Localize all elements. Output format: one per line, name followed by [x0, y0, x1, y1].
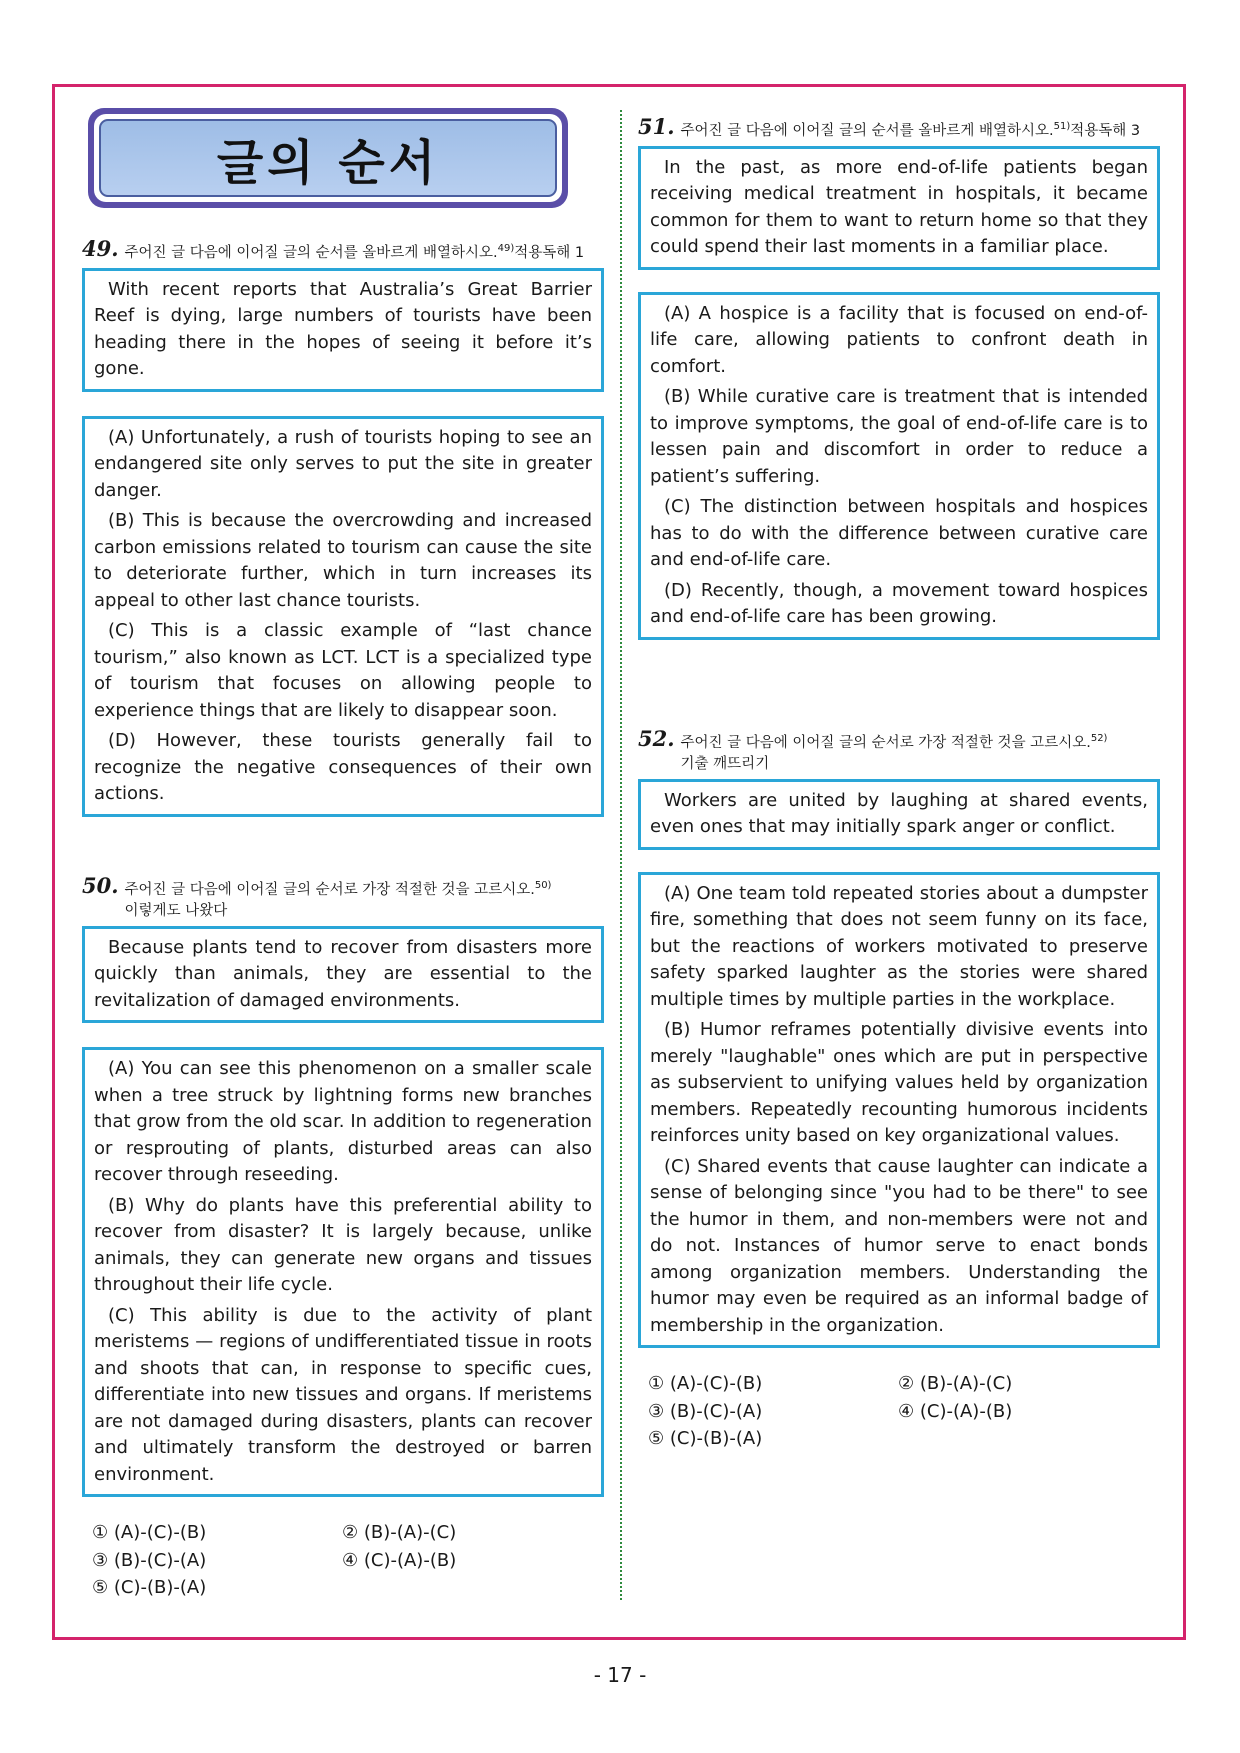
choice-1[interactable]: ① (A)-(C)-(B): [648, 1373, 763, 1395]
choice-5[interactable]: ⑤ (C)-(B)-(A): [92, 1577, 207, 1599]
question-51-parts-box: [638, 292, 1160, 640]
intro-text: Because plants tend to recover from disasters more quickly than animals, they are essential to the revitalization of damaged environments.: [94, 936, 592, 1011]
section-title: 글의 순서: [216, 134, 440, 191]
intro-text: Workers are united by laughing at shared events, even ones that may initially spark anger or conflict.: [650, 789, 1148, 838]
question-50-header: [82, 872, 604, 922]
question-49-parts-box: [82, 416, 604, 817]
paragraph-d: (D) However, these tourists generally fail to recognize the negative consequences of their own actions.: [94, 730, 592, 805]
paragraph-a: (A) One team told repeated stories about a dumpster fire, something that does not seem funny on its face, but the reactions of workers motivated to preserve safety sparked laughter as the stories were shared multiple times by multiple parties in the workplace.: [650, 882, 1148, 1010]
question-tag: 적용독해 3: [1070, 122, 1141, 139]
footnote-ref: 49): [497, 243, 515, 254]
paragraph-d: (D) Recently, though, a movement toward hospices and end-of-life care has been growing.: [650, 579, 1148, 628]
question-52-choices: [648, 1370, 1160, 1453]
right-column: [638, 116, 1160, 1453]
choice-4[interactable]: ④ (C)-(A)-(B): [898, 1400, 1013, 1422]
intro-text: With recent reports that Australia’s Great Barrier Reef is dying, large numbers of tourists have been heading there in the hopes of seeing it before it’s gone.: [94, 278, 592, 380]
footnote-ref: 52): [1090, 732, 1108, 744]
choice-4[interactable]: ④ (C)-(A)-(B): [342, 1549, 457, 1571]
question-50-choices: [92, 1519, 604, 1602]
question-49-intro-box: [82, 268, 604, 392]
paragraph-c: (C) This is a classic example of “last chance tourism,” also known as LCT. LCT is a specialized type of tourism that focuses on allowing people to experience things that are likely to disappear soon.: [94, 620, 592, 721]
question-52-parts-box: [638, 872, 1160, 1349]
question-number: 52.: [638, 725, 675, 751]
paragraph-b: (B) Humor reframes potentially divisive events into merely "laughable" ones which are put in perspective as subservient to unifying values held by organization members. Repeatedly recounting humorous incidents reinforces unity based on key organizational values.: [650, 1019, 1148, 1147]
question-51-header: [638, 116, 1160, 142]
intro-text: In the past, as more end-of-life patients began receiving medical treatment in hospitals, it became common for them to want to return home so that they could spend their last moments in a familiar place.: [650, 156, 1148, 258]
paragraph-c: (C) This ability is due to the activity of plant meristems — regions of undifferentiated tissue in roots and shoots that can, in response to specific cues, differentiate into new tissues and organs. If meristems are not damaged during disasters, plants can recover and ultimately transform the destroyed or barren environment.: [94, 1304, 592, 1485]
choice-2[interactable]: ② (B)-(A)-(C): [898, 1373, 1013, 1395]
page-number: - 17 -: [593, 1663, 647, 1687]
paragraph-c: (C) The distinction between hospitals and hospices has to do with the difference between curative care and end-of-life care.: [650, 496, 1148, 571]
question-52-header: [638, 725, 1160, 775]
choice-3[interactable]: ③ (B)-(C)-(A): [648, 1400, 763, 1422]
question-tag: 기출 깨뜨리기: [680, 755, 770, 772]
question-52-intro-box: [638, 779, 1160, 850]
question-prompt: 주어진 글 다음에 이어질 글의 순서로 가장 적절한 것을 고르시오.: [680, 734, 1091, 751]
paragraph-b: (B) Why do plants have this preferential ability to recover from disaster? It is largely because, unlike animals, they can generate new organs and tissues throughout their life cycle.: [94, 1194, 592, 1296]
question-prompt: 주어진 글 다음에 이어질 글의 순서로 가장 적절한 것을 고르시오.: [124, 881, 535, 898]
paragraph-a: (A) Unfortunately, a rush of tourists hoping to see an endangered site only serves to put the site in greater danger.: [94, 426, 592, 501]
question-50-intro-box: [82, 926, 604, 1024]
question-number: 50.: [82, 872, 119, 898]
question-number: 49.: [82, 236, 119, 261]
question-50-parts-box: [82, 1047, 604, 1497]
question-51-intro-box: [638, 146, 1160, 270]
paragraph-a: (A) A hospice is a facility that is focused on end-of-life care, allowing patients to confront death in comfort.: [650, 302, 1148, 377]
footnote-ref: 51): [1053, 121, 1071, 132]
question-prompt: 주어진 글 다음에 이어질 글의 순서를 올바르게 배열하시오.: [124, 244, 498, 261]
question-tag: 적용독해 1: [514, 244, 585, 261]
question-49-header: [82, 238, 604, 264]
paragraph-b: (B) This is because the overcrowding and increased carbon emissions related to tourism can cause the site to deteriorate further, which in turn increases its appeal to other last chance tourists.: [94, 510, 592, 611]
choice-3[interactable]: ③ (B)-(C)-(A): [92, 1549, 207, 1571]
question-number: 51.: [638, 114, 675, 139]
paragraph-a: (A) You can see this phenomenon on a smaller scale when a tree struck by lightning forms new branches that grow from the old scar. In addition to regeneration or resprouting of plants, disturbed areas can also recover through reseeding.: [94, 1058, 592, 1186]
left-column: [82, 108, 604, 1602]
footnote-ref: 50): [534, 879, 552, 891]
question-tag: 이렇게도 나왔다: [124, 902, 228, 919]
paragraph-c: (C) Shared events that cause laughter can indicate a sense of belonging since "you had to be there" to see the humor in them, and non-members were not and do not. Instances of humor serve to enact bonds among organization members. Understanding the humor may even be required as an informal badge of membership in the organization.: [650, 1155, 1148, 1336]
section-title-badge: [88, 108, 568, 208]
question-prompt: 주어진 글 다음에 이어질 글의 순서를 올바르게 배열하시오.: [680, 122, 1054, 139]
choice-2[interactable]: ② (B)-(A)-(C): [342, 1522, 457, 1544]
choice-1[interactable]: ① (A)-(C)-(B): [92, 1522, 207, 1544]
column-divider: [620, 110, 622, 1600]
choice-5[interactable]: ⑤ (C)-(B)-(A): [648, 1428, 763, 1450]
paragraph-b: (B) While curative care is treatment that is intended to improve symptoms, the goal of end-of-life care is to lessen pain and discomfort in order to reduce a patient’s suffering.: [650, 386, 1148, 487]
